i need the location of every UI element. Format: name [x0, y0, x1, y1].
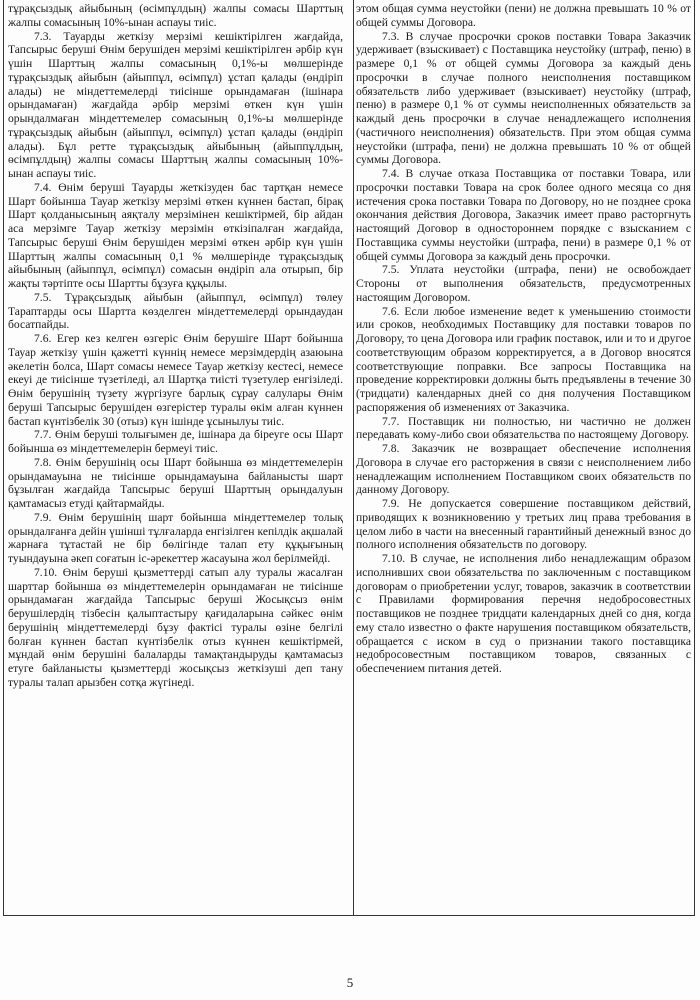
ru-clause-7-6: 7.6. Если любое изменение ведет к уменьшению стоимости или сроков, необходимых Поставщику для поставки товаров по Договору, то цена Договора или график поставок, или и то и другое соответствующим образом корректируется, а в Договор вносятся соответствующие поправки. Все запросы Поставщика на проведение корректировки должны быть предъявлены в течение 30 (тридцати) календарных дней со дня получения Поставщиком распоряжения об изменениях от Заказчика. [356, 304, 691, 414]
ru-clause-7-10: 7.10. В случае, не исполнения либо ненадлежащим образом исполнивших свои обязательства по заключенным с поставщиком договорам о приобретении услуг, товаров, заказчик в соответствии с Правилами формирования перечня недобросовестных поставщиков не позднее тридцати календарных дней со дня, когда ему стало известно о факте нарушения поставщиком обязательств, обращается с иском в суд о признании такого поставщика недобросовестным поставщиком товаров, связанных с обеспечением питания детей. [356, 552, 691, 675]
ru-clause-7-9: 7.9. Не допускается совершение поставщиком действий, приводящих к возникновению у третьих лиц права требования в целом либо в части на внесенный гарантийный денежный взнос до полного исполнения обязательств по договору. [356, 497, 691, 552]
kz-clause-7-8: 7.8. Өнім берушінің осы Шарт бойынша өз міндеттемелерін орындамауына не тиісінше орындамауына байланысты шарт бұзылған жағдайда Тапсырыс беруші Шарттың орындалуын қамтамасыз етуді қайтармайды. [8, 455, 343, 510]
kz-clause-7-5: 7.5. Тұрақсыздық айыбын (айыппұл, өсімпұл) төлеу Тараптарды осы Шартта көзделген міндеттемелерді орындаудан босатпайды. [8, 290, 343, 332]
kz-clause-7-9: 7.9. Өнім берушінің шарт бойынша міндеттемелер толық орындалғанға дейін үшінші тұлғаларда енгізілген кепілдік ақшалай жарнаға тұтастай не бір бөлігінде талап ету құқығының туындауына әкеп соғатын іс-әрекеттер жасауына жол берілмейді. [8, 510, 343, 565]
column-divider [353, 0, 354, 915]
kz-clause-7-7: 7.7. Өнім беруші толығымен де, ішінара да біреуге осы Шарт бойынша өз міндеттемелерін бермеуі тиіс. [8, 428, 343, 455]
russian-column [356, 2, 691, 912]
kz-paragraph-continued: тұрақсыздық айыбының (өсімпұлдың) жалпы сомасы Шарттың жалпы сомасының 10%-ынан аспауы тиіс. [8, 2, 343, 29]
ru-clause-7-3: 7.3. В случае просрочки сроков поставки Товара Заказчик удерживает (взыскивает) с Поставщика неустойку (штраф, пеню) в размере 0,1 % от общей суммы Договора за каждый день просрочки в случае полного неисполнения поставщиком обязательств либо удерживает (взыскивает) неустойку (штраф, пеню) в размере 0,1 % от суммы неисполненных обязательств за каждый день просрочки в случае ненадлежащего исполнения (частичного неисполнения) обязательств. При этом общая сумма неустойки (штрафа, пени) не должна превышать 10 % от общей суммы Договора. [356, 29, 691, 167]
ru-clause-7-7: 7.7. Поставщик ни полностью, ни частично не должен передавать кому-либо свои обязательства по настоящему Договору. [356, 414, 691, 442]
ru-paragraph-continued: этом общая сумма неустойки (пени) не должна превышать 10 % от общей суммы Договора. [356, 2, 691, 29]
ru-clause-7-8: 7.8. Заказчик не возвращает обеспечение исполнения Договора в случае его расторжения в связи с неисполнением либо ненадлежащим исполнением Поставщиком своих обязательств по данному Договору. [356, 442, 691, 497]
ru-clause-7-4: 7.4. В случае отказа Поставщика от поставки Товара, или просрочки поставки Товара на срок более одного месяца со дня истечения срока поставки Товара по Договору, но не позднее срока окончания действия Договора, Заказчик имеет право расторгнуть настоящий Договор в одностороннем порядке с взысканием с Поставщика суммы неустойки (штрафа, пени) в размере 0,1 % от общей суммы Договора за каждый день просрочки. [356, 167, 691, 263]
kz-clause-7-4: 7.4. Өнім беруші Тауарды жеткізуден бас тартқан немесе Шарт бойынша Тауар жеткізу мерзімі өткен күннен бастап, бірақ Шарт қолданысының аяқталу мерзімінен кешіктірмей, бір айдан аса мерзімге Тауар жеткізу мерзімін өткізіпалған жағдайда, Тапсырыс беруші Өнім берушіден мерзімі өткен әрбір күн үшін Шарттың жалпы сомасының 0,1 % мөлшерінде тұрақсыздық айыбының (айыппұл, өсімпұл) сомасын өндіріп ала отырып, бір жақты тәртіпте осы Шартты бұзуға құқылы. [8, 180, 343, 290]
ru-clause-7-5: 7.5. Уплата неустойки (штрафа, пени) не освобождает Стороны от выполнения обязательств, предусмотренных настоящим Договором. [356, 263, 691, 304]
kz-clause-7-3: 7.3. Тауарды жеткізу мерзімі кешіктірілген жағдайда, Тапсырыс беруші Өнім берушіден мерзімі кешіктірілген әрбір күн үшін Шарттың жалпы сомасының 0,1%-ы мөлшерінде тұрақсыздық айыбын (айыппұл, өсімпұл) ұстап қалады (өндіріп алады) не міндеттемелерді тиісінше орындамаған (ішінара орындамаған) жағдайда әрбір мерзімі өткен күн үшін орындалмаған міндеттемелер сомасының 0,1%-ы мөлшерінде тұрақсыздық айыбын (айыппұл, өсімпұл) ұстап қалады (өндіріп алады). Бұл ретте тұрақсыздық айыбының (айыппұлдың, өсімпұлдың) жалпы сомасы Шарттың жалпы сомасының 10%-ынан аспауы тиіс. [8, 29, 343, 180]
kz-clause-7-6: 7.6. Егер кез келген өзгеріс Өнім берушіге Шарт бойынша Тауар жеткізу үшін қажетті күннің немесе мерзімдердің азаюына әкелетін болса, Шарт сомасы немесе Тауар жеткізу кестесі, немесе екеуі де тиісінше түзетіледі, ал Шартқа тиісті түзетулер енгізіледі. Өнім берушінің түзету жүргізуге барлық сұрау салулары Өнім беруші Тапсырыс берушіден өзгерістер туралы өкім алған күннен бастап күнтізбелік 30 (отыз) күн ішінде ұсынылуы тиіс. [8, 332, 343, 428]
kz-clause-7-10: 7.10. Өнім беруші қызметтерді сатып алу туралы жасалған шарттар бойынша өз міндеттемелерін орындамаған не тиісінше орындамаған жағдайда Тапсырыс беруші Жосықсыз өнім берушілердің тізбесін қалыптастыру қағидаларына сәйкес өнім берушінің міндеттемелерді бұзу фактісі туралы өзіне белгілі болған күннен бастап күнтізбелік отыз күннен кешіктірмей, мұндай өнім берушіні балаларды тамақтандыруды қамтамасыз етуге байланысты қызметтерді жосықсыз жеткізуші деп тану туралы талап арызбен сотқа жүгінеді. [8, 565, 343, 689]
kazakh-column [8, 2, 343, 912]
page-number: 5 [346, 975, 354, 990]
